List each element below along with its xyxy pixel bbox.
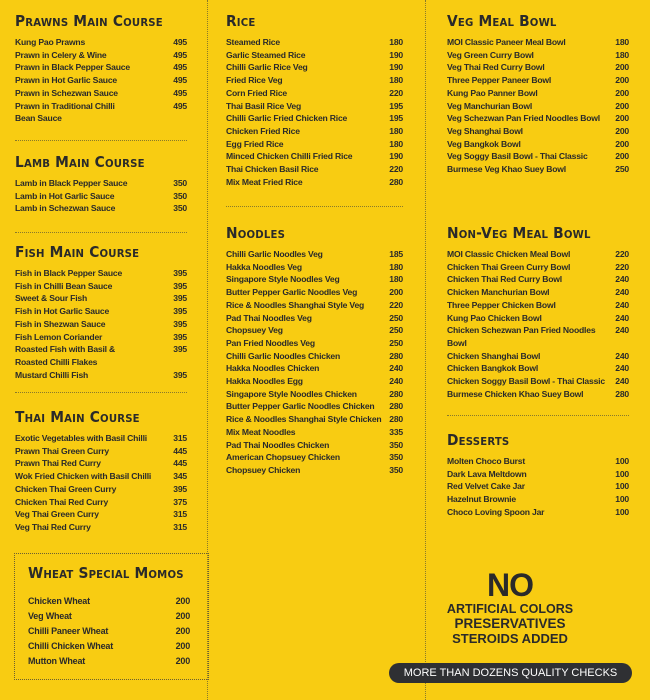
item-name: Mutton Wheat xyxy=(28,656,86,666)
section-divider xyxy=(447,415,629,416)
item-name: Thai Basil Rice Veg xyxy=(226,100,302,111)
item-price: 195 xyxy=(389,113,403,124)
section-heading: Desserts xyxy=(447,431,510,449)
menu-item xyxy=(447,362,629,375)
menu-item xyxy=(15,483,187,496)
menu-item xyxy=(15,318,187,331)
item-price: 395 xyxy=(173,331,187,342)
item-name: Red Velvet Cake Jar xyxy=(447,481,525,492)
item-name: Chilli Garlic Fried Chicken Rice xyxy=(226,113,348,124)
item-name: Butter Pepper Garlic Noodles Chicken xyxy=(226,401,375,412)
item-price: 220 xyxy=(389,299,403,310)
item-name: Fried Rice Veg xyxy=(226,75,283,86)
item-name: Chilli Garlic Noodles Veg xyxy=(226,249,323,259)
item-price: 280 xyxy=(615,388,629,399)
item-price: 280 xyxy=(389,388,403,399)
item-price: 350 xyxy=(389,464,403,475)
section-veg-meal-bowl xyxy=(447,12,629,176)
menu-item xyxy=(226,299,403,312)
item-price: 220 xyxy=(389,87,403,98)
section-heading: Noodles xyxy=(226,224,286,242)
item-name: Singapore Style Noodles Chicken xyxy=(226,388,357,399)
menu-item xyxy=(15,305,187,318)
badge-line: ARTIFICIAL COLORS xyxy=(446,602,574,616)
item-price: 200 xyxy=(389,287,403,298)
item-price: 200 xyxy=(615,125,629,136)
menu-item xyxy=(226,163,403,176)
item-price: 220 xyxy=(615,261,629,272)
menu-item xyxy=(226,400,403,413)
menu-item xyxy=(226,100,403,113)
menu-item xyxy=(15,74,187,87)
item-price: 350 xyxy=(173,178,187,188)
item-name: Chicken Thai Red Curry xyxy=(15,496,109,507)
menu-item xyxy=(447,125,629,138)
menu-item xyxy=(447,36,629,49)
item-price: 315 xyxy=(173,509,187,520)
item-name: Fish in Shezwan Sauce xyxy=(15,318,106,329)
item-name: Veg Thai Red Curry xyxy=(15,521,91,532)
item-price: 495 xyxy=(173,75,187,86)
menu-item xyxy=(28,654,190,669)
badge-no: NO xyxy=(487,567,533,603)
menu-item xyxy=(226,337,403,350)
menu-item xyxy=(226,312,403,325)
menu-item xyxy=(447,163,629,176)
item-price: 200 xyxy=(175,596,190,606)
item-price: 240 xyxy=(615,350,629,361)
item-price: 100 xyxy=(615,506,629,517)
menu-item xyxy=(447,480,629,493)
item-name: Chilli Garlic Rice Veg xyxy=(226,62,308,73)
item-price: 250 xyxy=(389,337,403,348)
menu-item xyxy=(226,451,403,464)
item-name: Chopsuey Veg xyxy=(226,325,283,336)
item-price: 180 xyxy=(389,274,403,285)
section-divider xyxy=(226,206,403,207)
section-heading: Prawns Main Course xyxy=(15,12,163,30)
item-price: 240 xyxy=(615,376,629,387)
menu-item xyxy=(447,324,629,349)
item-price: 445 xyxy=(173,445,187,456)
item-price: 280 xyxy=(389,176,403,187)
menu-item xyxy=(15,432,187,445)
menu-item xyxy=(15,343,187,368)
item-name: Burmese Chicken Khao Suey Bowl xyxy=(447,388,584,399)
item-name: Three Pepper Paneer Bowl xyxy=(447,75,552,86)
column-divider xyxy=(425,0,426,700)
item-name: Hakka Noodles Veg xyxy=(226,261,302,272)
menu-item xyxy=(226,49,403,62)
item-name: Rice & Noodles Shanghai Style Veg xyxy=(226,299,365,310)
item-price: 240 xyxy=(615,325,629,336)
item-price: 200 xyxy=(175,626,190,636)
menu-item xyxy=(447,286,629,299)
item-price: 395 xyxy=(173,306,187,317)
menu-item xyxy=(15,202,187,215)
item-name: Egg Fried Rice xyxy=(226,138,284,149)
item-name: Kung Pao Chicken Bowl xyxy=(447,312,542,323)
menu-item xyxy=(226,87,403,100)
item-price: 395 xyxy=(173,344,187,355)
item-price: 250 xyxy=(615,164,629,175)
menu-item xyxy=(226,464,403,477)
item-name: Lamb in Black Pepper Sauce xyxy=(15,178,128,188)
item-price: 495 xyxy=(173,87,187,98)
menu-item xyxy=(15,470,187,483)
section-noodles xyxy=(226,224,403,477)
menu-item xyxy=(226,286,403,299)
menu-item xyxy=(15,521,187,534)
item-name: Pad Thai Noodles Veg xyxy=(226,312,312,323)
menu-item xyxy=(28,594,190,609)
item-price: 180 xyxy=(615,49,629,60)
item-name: Fish Lemon Coriander xyxy=(15,331,103,342)
item-name: Chicken Soggy Basil Bowl - Thai Classic xyxy=(447,376,605,387)
menu-item xyxy=(226,150,403,163)
section-lamb-main-course xyxy=(15,153,187,215)
section-heading: Lamb Main Course xyxy=(15,153,145,171)
section-heading: Rice xyxy=(226,12,256,30)
item-name: Chicken Wheat xyxy=(28,596,90,606)
menu-item xyxy=(447,261,629,274)
menu-item xyxy=(15,331,187,344)
menu-item xyxy=(447,493,629,506)
item-price: 345 xyxy=(173,471,187,482)
item-price: 180 xyxy=(389,75,403,86)
badge-line: STEROIDS ADDED xyxy=(452,631,568,646)
item-price: 195 xyxy=(389,100,403,111)
item-price: 280 xyxy=(389,414,403,425)
item-price: 180 xyxy=(389,37,403,47)
item-name: Chilli Paneer Wheat xyxy=(28,626,109,636)
item-price: 495 xyxy=(173,100,187,111)
item-price: 240 xyxy=(615,299,629,310)
menu-item xyxy=(15,36,187,49)
item-price: 220 xyxy=(615,249,629,259)
item-name: Veg Shanghai Bowl xyxy=(447,125,523,136)
menu-item xyxy=(447,350,629,363)
item-price: 240 xyxy=(615,287,629,298)
item-name: Chicken Fried Rice xyxy=(226,125,300,136)
menu-item xyxy=(226,350,403,363)
item-price: 100 xyxy=(615,494,629,505)
item-price: 200 xyxy=(615,100,629,111)
item-name: MOI Classic Chicken Meal Bowl xyxy=(447,249,571,259)
item-name: Mix Meat Noodles xyxy=(226,426,296,437)
item-name: Prawn in Schezwan Sauce xyxy=(15,87,118,98)
menu-item xyxy=(15,49,187,62)
item-name: Veg Soggy Basil Bowl - Thai Classic xyxy=(447,151,588,162)
item-price: 395 xyxy=(173,280,187,291)
item-price: 100 xyxy=(615,456,629,466)
menu-item xyxy=(226,273,403,286)
item-price: 180 xyxy=(389,138,403,149)
item-price: 395 xyxy=(173,369,187,380)
item-name: Chopsuey Chicken xyxy=(226,464,301,475)
item-price: 180 xyxy=(389,125,403,136)
section-divider xyxy=(15,392,187,393)
menu-item xyxy=(28,639,190,654)
section-non-veg-meal-bowl xyxy=(447,224,629,400)
item-price: 350 xyxy=(389,439,403,450)
menu-item xyxy=(15,508,187,521)
item-name: Veg Wheat xyxy=(28,611,72,621)
item-name: Steamed Rice xyxy=(226,37,280,47)
item-name: Molten Choco Burst xyxy=(447,456,526,466)
section-divider xyxy=(15,232,187,233)
item-price: 350 xyxy=(173,203,187,214)
item-name: Hazelnut Brownie xyxy=(447,494,516,505)
item-price: 250 xyxy=(389,312,403,323)
menu-item xyxy=(226,261,403,274)
section-desserts xyxy=(447,431,629,519)
item-price: 200 xyxy=(615,138,629,149)
item-name: Prawn Thai Green Curry xyxy=(15,445,109,456)
item-price: 395 xyxy=(173,483,187,494)
item-name: Garlic Steamed Rice xyxy=(226,49,306,60)
item-name: Roasted Fish with Basil & Roasted Chilli Flakes xyxy=(15,344,116,367)
menu-item xyxy=(447,455,629,468)
item-price: 100 xyxy=(615,468,629,479)
section-heading: Fish Main Course xyxy=(15,243,140,261)
menu-item xyxy=(447,87,629,100)
menu-item xyxy=(226,74,403,87)
section-prawns-main-course xyxy=(15,12,187,125)
menu-item xyxy=(15,280,187,293)
menu-item xyxy=(447,61,629,74)
menu-item xyxy=(15,457,187,470)
item-price: 220 xyxy=(389,164,403,175)
menu-item xyxy=(15,100,187,125)
item-name: Prawn Thai Red Curry xyxy=(15,458,101,469)
section-heading: Thai Main Course xyxy=(15,408,140,426)
menu-item xyxy=(226,439,403,452)
item-name: Fish in Chilli Bean Sauce xyxy=(15,280,113,291)
item-price: 280 xyxy=(389,401,403,412)
menu-item xyxy=(15,496,187,509)
item-price: 190 xyxy=(389,151,403,162)
item-price: 180 xyxy=(389,261,403,272)
item-name: Lamb in Schezwan Sauce xyxy=(15,203,116,214)
item-name: Mustard Chilli Fish xyxy=(15,369,89,380)
quality-checks-pill: MORE THAN DOZENS QUALITY CHECKS xyxy=(389,663,632,683)
item-price: 315 xyxy=(173,433,187,443)
menu-item xyxy=(15,369,187,382)
item-name: Veg Bangkok Bowl xyxy=(447,138,521,149)
item-name: Three Pepper Chicken Bowl xyxy=(447,299,556,310)
item-name: Mix Meat Fried Rice xyxy=(226,176,303,187)
menu-item xyxy=(447,375,629,388)
item-name: Rice & Noodles Shanghai Style Chicken xyxy=(226,414,382,425)
badge-line: PRESERVATIVES xyxy=(454,616,566,631)
menu-item xyxy=(447,312,629,325)
item-name: Dark Lava Meltdown xyxy=(447,468,527,479)
item-price: 495 xyxy=(173,62,187,73)
item-price: 180 xyxy=(615,37,629,47)
item-name: Minced Chicken Chilli Fried Rice xyxy=(226,151,353,162)
item-name: Corn Fried Rice xyxy=(226,87,287,98)
item-price: 240 xyxy=(615,312,629,323)
menu-item xyxy=(447,150,629,163)
item-price: 315 xyxy=(173,521,187,532)
item-name: Singapore Style Noodles Veg xyxy=(226,274,340,285)
menu-item xyxy=(226,61,403,74)
menu-item xyxy=(226,138,403,151)
item-price: 350 xyxy=(173,190,187,201)
item-price: 395 xyxy=(173,293,187,304)
item-name: Sweet & Sour Fish xyxy=(15,293,88,304)
item-name: Chicken Thai Green Curry Bowl xyxy=(447,261,571,272)
item-name: Choco Loving Spoon Jar xyxy=(447,506,545,517)
menu-item xyxy=(447,388,629,401)
menu-item xyxy=(226,324,403,337)
item-name: Veg Green Curry Bowl xyxy=(447,49,534,60)
menu-item xyxy=(15,267,187,280)
item-price: 375 xyxy=(173,496,187,507)
item-name: Chicken Thai Green Curry xyxy=(15,483,117,494)
item-name: Butter Pepper Garlic Noodles Veg xyxy=(226,287,358,298)
item-name: Hakka Noodles Egg xyxy=(226,376,303,387)
item-name: Burmese Veg Khao Suey Bowl xyxy=(447,164,566,175)
menu-item xyxy=(226,362,403,375)
menu-item xyxy=(226,176,403,189)
item-name: MOI Classic Paneer Meal Bowl xyxy=(447,37,566,47)
item-price: 200 xyxy=(615,113,629,124)
menu-item xyxy=(447,49,629,62)
item-name: Hakka Noodles Chicken xyxy=(226,363,320,374)
item-price: 335 xyxy=(389,426,403,437)
section-heading: Wheat Special Momos xyxy=(28,564,184,582)
item-name: Fish in Hot Garlic Sauce xyxy=(15,306,110,317)
section-fish-main-course xyxy=(15,243,187,381)
item-name: Exotic Vegetables with Basil Chilli xyxy=(15,433,147,443)
item-name: Veg Thai Red Curry Bowl xyxy=(447,62,545,73)
menu-item xyxy=(15,177,187,190)
menu-item xyxy=(15,292,187,305)
no-additives-badge xyxy=(440,568,580,646)
item-name: Thai Chicken Basil Rice xyxy=(226,164,319,175)
menu-item xyxy=(226,125,403,138)
section-heading: Veg Meal Bowl xyxy=(447,12,557,30)
menu-item xyxy=(226,388,403,401)
item-price: 200 xyxy=(615,62,629,73)
menu-item xyxy=(447,74,629,87)
menu-item xyxy=(15,61,187,74)
item-price: 100 xyxy=(615,481,629,492)
menu-item xyxy=(226,112,403,125)
item-price: 395 xyxy=(173,318,187,329)
menu-item xyxy=(447,299,629,312)
item-price: 240 xyxy=(615,363,629,374)
item-price: 200 xyxy=(615,87,629,98)
item-name: Fish in Black Pepper Sauce xyxy=(15,268,123,278)
item-price: 240 xyxy=(389,376,403,387)
item-price: 200 xyxy=(175,611,190,621)
item-name: Chicken Thai Red Curry Bowl xyxy=(447,274,562,285)
item-price: 240 xyxy=(615,274,629,285)
item-price: 280 xyxy=(389,350,403,361)
item-price: 200 xyxy=(175,641,190,651)
item-name: Veg Thai Green Curry xyxy=(15,509,99,520)
section-thai-main-course xyxy=(15,408,187,534)
item-price: 495 xyxy=(173,37,187,47)
item-name: Chicken Schezwan Pan Fried Noodles Bowl xyxy=(447,325,596,348)
item-name: Prawn in Black Pepper Sauce xyxy=(15,62,130,73)
menu-item xyxy=(447,248,629,261)
item-price: 350 xyxy=(389,452,403,463)
item-name: American Chopsuey Chicken xyxy=(226,452,340,463)
item-name: Veg Manchurian Bowl xyxy=(447,100,533,111)
item-price: 200 xyxy=(175,656,190,666)
menu-item xyxy=(15,87,187,100)
item-name: Prawn in Hot Garlic Sauce xyxy=(15,75,117,86)
item-name: Chicken Manchurian Bowl xyxy=(447,287,550,298)
item-name: Chilli Garlic Noodles Chicken xyxy=(226,350,341,361)
item-price: 190 xyxy=(389,62,403,73)
menu-item xyxy=(226,375,403,388)
item-price: 200 xyxy=(615,151,629,162)
item-name: Lamb in Hot Garlic Sauce xyxy=(15,190,115,201)
item-price: 185 xyxy=(389,249,403,259)
item-name: Veg Schezwan Pan Fried Noodles Bowl xyxy=(447,113,600,124)
section-divider xyxy=(15,140,187,141)
menu-item xyxy=(15,190,187,203)
item-price: 250 xyxy=(389,325,403,336)
item-name: Prawn in Traditional Chilli Bean Sauce xyxy=(15,100,115,124)
item-price: 200 xyxy=(615,75,629,86)
item-name: Pad Thai Noodles Chicken xyxy=(226,439,330,450)
item-name: Pan Fried Noodles Veg xyxy=(226,337,315,348)
item-price: 395 xyxy=(173,268,187,278)
menu-item xyxy=(15,445,187,458)
section-rice xyxy=(226,12,403,188)
menu-item xyxy=(447,468,629,481)
menu-item xyxy=(226,36,403,49)
menu-item xyxy=(447,506,629,519)
item-price: 240 xyxy=(389,363,403,374)
item-price: 190 xyxy=(389,49,403,60)
item-price: 495 xyxy=(173,49,187,60)
menu-item xyxy=(226,248,403,261)
item-name: Kung Pao Prawns xyxy=(15,37,86,47)
section-heading: Non-Veg Meal Bowl xyxy=(447,224,591,242)
menu-item xyxy=(447,100,629,113)
menu-item xyxy=(447,112,629,125)
item-name: Chicken Shanghai Bowl xyxy=(447,350,541,361)
menu-item xyxy=(447,273,629,286)
item-name: Kung Pao Panner Bowl xyxy=(447,87,538,98)
menu-item xyxy=(226,413,403,426)
section-wheat-special-momos xyxy=(14,553,209,680)
item-name: Prawn in Celery & Wine xyxy=(15,49,107,60)
menu-item xyxy=(226,426,403,439)
menu-item xyxy=(28,609,190,624)
item-name: Chicken Bangkok Bowl xyxy=(447,363,539,374)
item-name: Chilli Chicken Wheat xyxy=(28,641,114,651)
item-name: Wok Fried Chicken with Basil Chilli xyxy=(15,471,152,482)
menu-item xyxy=(28,624,190,639)
menu-item xyxy=(447,138,629,151)
item-price: 445 xyxy=(173,458,187,469)
